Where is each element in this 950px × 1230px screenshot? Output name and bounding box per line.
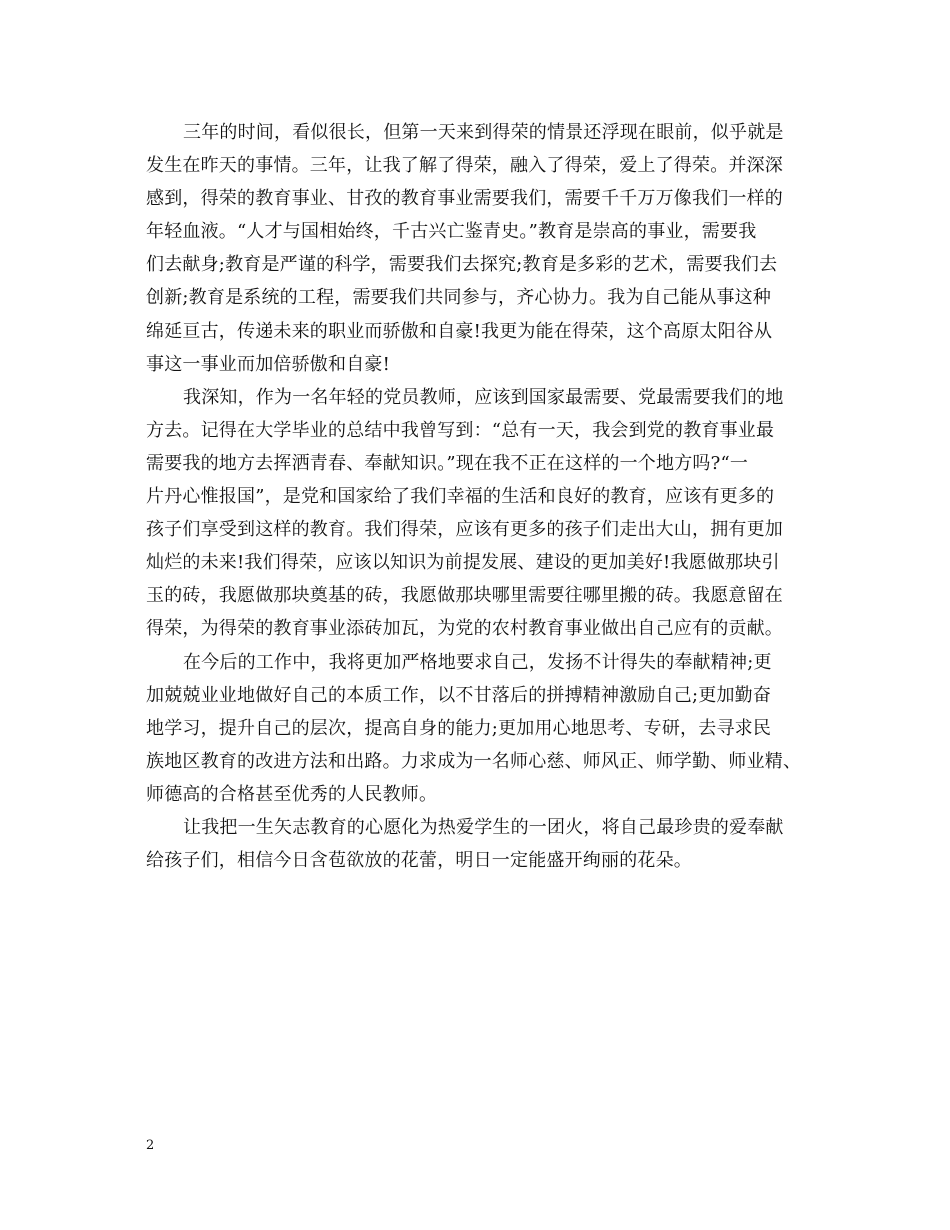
text-line: 年轻血液。“人才与国相始终，千古兴亡鉴青史。”教育是崇高的事业，需要我 — [146, 221, 757, 243]
text-line: 事这一事业而加倍骄傲和自豪! — [146, 353, 391, 375]
text-line: 玉的砖，我愿做那块奠基的砖，我愿做那块哪里需要往哪里搬的砖。我愿意留在 — [146, 585, 783, 607]
text-line: 片丹心惟报国”，是党和国家给了我们幸福的生活和良好的教育，应该有更多的 — [146, 486, 775, 508]
text-line: 族地区教育的改进方法和出路。力求成为一名师心慈、师风正、师学勤、师业精、 — [146, 750, 802, 772]
text-line: 三年的时间，看似很长，但第一天来到得荣的情景还浮现在眼前，似乎就是 — [183, 122, 784, 143]
page-number: 2 — [146, 1138, 155, 1153]
text-line: 在今后的工作中，我将更加严格地要求自己，发扬不计得失的奉献精神;更 — [183, 651, 772, 673]
text-line: 发生在昨天的事情。三年，让我了解了得荣，融入了得荣，爱上了得荣。并深深 — [146, 155, 783, 177]
text-line: 感到，得荣的教育事业、甘孜的教育事业需要我们，需要千千万万像我们一样的 — [146, 188, 783, 210]
text-line: 给孩子们，相信今日含苞欲放的花蕾，明日一定能盛开绚丽的花朵。 — [146, 850, 692, 872]
text-line: 地学习，提升自己的层次，提高自身的能力;更加用心地思考、专研，去寻求民 — [146, 717, 772, 739]
text-line: 们去献身;教育是严谨的科学，需要我们去探究;教育是多彩的艺术，需要我们去 — [146, 254, 778, 276]
text-line: 师德高的合格甚至优秀的人民教师。 — [146, 783, 438, 805]
text-line: 我深知，作为一名年轻的党员教师，应该到国家最需要、党最需要我们的地 — [183, 386, 784, 408]
text-line: 灿烂的未来!我们得荣，应该以知识为前提发展、建设的更加美好!我愿做那块引 — [146, 552, 780, 574]
text-line: 得荣，为得荣的教育事业添砖加瓦，为党的农村教育事业做出自己应有的贡献。 — [146, 618, 783, 640]
text-line: 方去。记得在大学毕业的总结中我曾写到：“总有一天，我会到党的教育事业最 — [146, 419, 775, 441]
text-line: 孩子们享受到这样的教育。我们得荣，应该有更多的孩子们走出大山，拥有更加 — [146, 519, 783, 541]
text-line: 让我把一生矢志教育的心愿化为热爱学生的一团火，将自己最珍贵的爱奉献 — [183, 816, 784, 838]
text-line: 需要我的地方去挥洒青春、奉献知识。”现在我不正在这样的一个地方吗?“一 — [146, 452, 749, 474]
body-text — [146, 116, 818, 877]
text-line: 创新;教育是系统的工程，需要我们共同参与，齐心协力。我为自己能从事这种 — [146, 287, 772, 309]
text-line: 加兢兢业业地做好自己的本质工作，以不甘落后的拼搏精神激励自己;更加勤奋 — [146, 684, 772, 706]
text-line: 绵延亘古，传递未来的职业而骄傲和自豪!我更为能在得荣，这个高原太阳谷从 — [146, 320, 773, 342]
